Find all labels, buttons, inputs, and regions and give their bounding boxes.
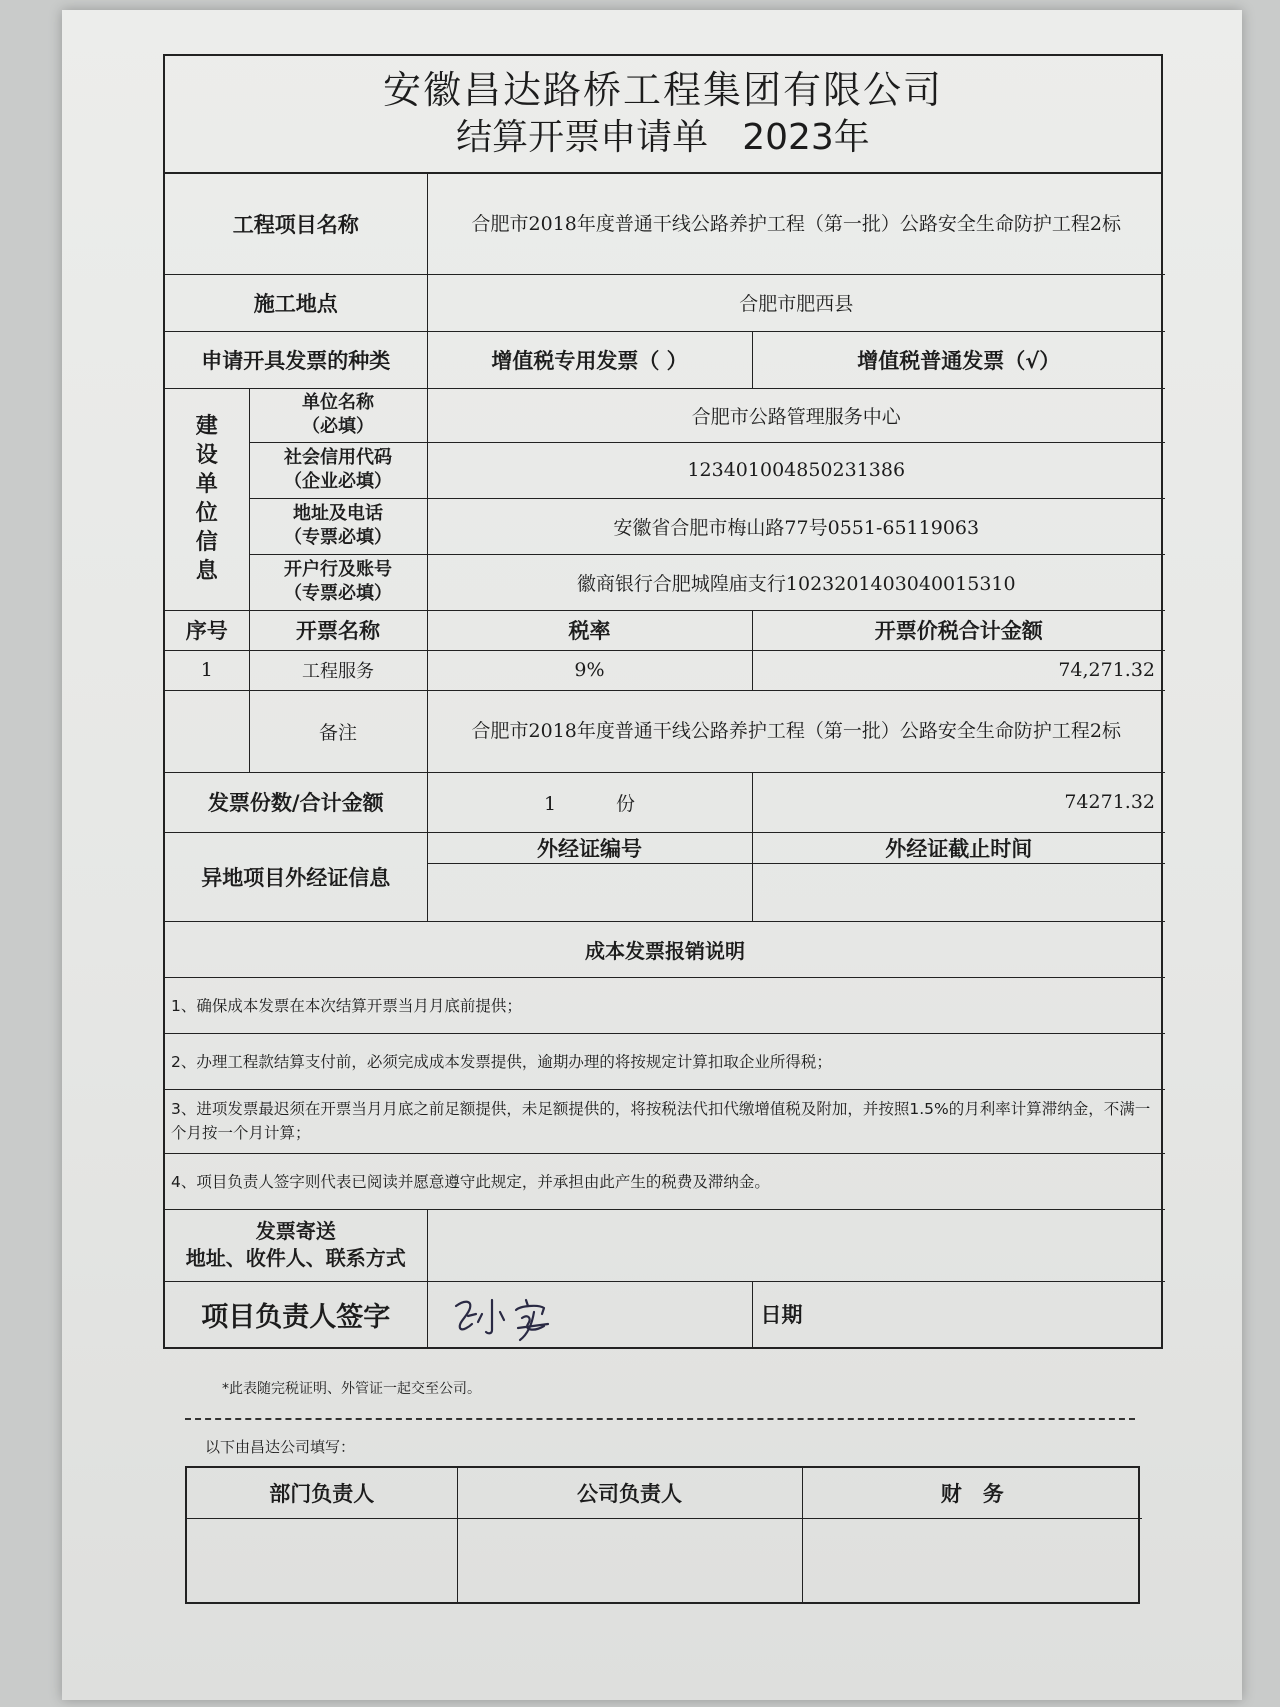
finance-header: 财 务 xyxy=(802,1468,1142,1518)
date-label: 日期 xyxy=(752,1281,1165,1347)
mailing-label xyxy=(165,1209,427,1281)
builder-char: 位 xyxy=(195,501,218,526)
label-line: 社会信用代码 xyxy=(284,447,392,468)
bank-account-value: 徽商银行合肥城隍庙支行1023201403040015310 xyxy=(427,554,1165,610)
form-table xyxy=(165,174,1165,1347)
company-section-caption: 以下由昌达公司填写： xyxy=(205,1438,356,1456)
label-line: （企业必填） xyxy=(284,471,392,492)
handwritten-signature xyxy=(448,1288,588,1344)
company-head-header: 公司负责人 xyxy=(457,1468,802,1518)
company-approval-table xyxy=(185,1466,1140,1604)
remark-value: 合肥市2018年度普通干线公路养护工程（第一批）公路安全生命防护工程2标 xyxy=(427,690,1165,772)
cut-line xyxy=(185,1418,1135,1420)
signature-cell xyxy=(427,1281,752,1347)
remote-cert-expiry-value xyxy=(752,863,1165,921)
builder-char: 息 xyxy=(195,559,218,584)
site-value: 合肥市肥西县 xyxy=(427,274,1165,331)
col-header-rate: 税率 xyxy=(427,610,752,650)
form-title xyxy=(456,114,870,162)
invoice-count xyxy=(427,772,752,832)
cost-note-4: 4、项目负责人签字则代表已阅读并愿意遵守此规定，并承担由此产生的税费及滞纳金。 xyxy=(165,1153,1165,1209)
dept-head-header: 部门负责人 xyxy=(187,1468,457,1518)
address-phone-label xyxy=(249,498,427,554)
remote-cert-label: 异地项目外经证信息 xyxy=(165,832,427,921)
label-line: 开户行及账号 xyxy=(284,559,392,580)
label-line: （专票必填） xyxy=(284,583,392,604)
col-header-no: 序号 xyxy=(165,610,249,650)
dept-head-sign xyxy=(187,1518,457,1602)
builder-name-label xyxy=(249,388,427,442)
finance-sign xyxy=(802,1518,1142,1602)
label-line: 地址、收件人、联系方式 xyxy=(185,1246,406,1270)
builder-char: 设 xyxy=(195,443,218,468)
col-header-name: 开票名称 xyxy=(249,610,427,650)
mailing-value xyxy=(427,1209,1165,1281)
label-line: （专票必填） xyxy=(284,527,392,548)
invoice-type-general: 增值税普通发票（√） xyxy=(752,331,1165,388)
invoice-count-unit: 份 xyxy=(616,792,636,815)
cost-notes-title: 成本发票报销说明 xyxy=(165,921,1165,977)
invoice-type-label: 申请开具发票的种类 xyxy=(165,331,427,388)
label-line: （必填） xyxy=(302,416,374,437)
remark-label: 备注 xyxy=(249,690,427,772)
footnote: *此表随完税证明、外管证一起交至公司。 xyxy=(222,1381,481,1397)
item-rate: 9% xyxy=(427,650,752,690)
remark-empty xyxy=(165,690,249,772)
label-line: 地址及电话 xyxy=(293,503,383,524)
credit-code-value: 123401004850231386 xyxy=(427,442,1165,498)
col-header-amount: 开票价税合计金额 xyxy=(752,610,1165,650)
address-phone-value: 安徽省合肥市梅山路77号0551-65119063 xyxy=(427,498,1165,554)
builder-group-label xyxy=(165,388,249,610)
invoice-type-special: 增值税专用发票（ ） xyxy=(427,331,752,388)
invoice-count-value: 1 xyxy=(543,792,557,815)
builder-char: 信 xyxy=(195,530,218,555)
cost-note-2: 2、办理工程款结算支付前，必须完成成本发票提供，逾期办理的将按规定计算扣取企业所得税； xyxy=(165,1033,1165,1089)
form-year: 2023年 xyxy=(742,117,870,158)
remote-cert-expiry-header: 外经证截止时间 xyxy=(752,832,1165,863)
company-head-sign xyxy=(457,1518,802,1602)
remote-cert-no-header: 外经证编号 xyxy=(427,832,752,863)
project-name-label: 工程项目名称 xyxy=(165,174,427,274)
form-title-text: 结算开票申请单 xyxy=(456,117,709,158)
form-header xyxy=(165,56,1161,174)
label-line: 发票寄送 xyxy=(255,1219,336,1243)
item-amount: 74,271.32 xyxy=(752,650,1165,690)
cost-note-3: 3、进项发票最迟须在开票当月月底之前足额提供，未足额提供的，将按税法代扣代缴增值税及附加，并按照1.5%的月利率计算滞纳金，不满一个月按一个月计算； xyxy=(165,1089,1165,1153)
label-line: 单位名称 xyxy=(302,392,374,413)
bank-account-label xyxy=(249,554,427,610)
company-name: 安徽昌达路桥工程集团有限公司 xyxy=(382,68,943,112)
builder-char: 单 xyxy=(195,472,218,497)
cost-note-1: 1、确保成本发票在本次结算开票当月月底前提供； xyxy=(165,977,1165,1033)
settlement-form xyxy=(163,54,1163,1349)
item-no: 1 xyxy=(165,650,249,690)
total-amount: 74271.32 xyxy=(752,772,1165,832)
item-name: 工程服务 xyxy=(249,650,427,690)
remote-cert-no-value xyxy=(427,863,752,921)
builder-char: 建 xyxy=(195,414,218,439)
project-name-value: 合肥市2018年度普通干线公路养护工程（第一批）公路安全生命防护工程2标 xyxy=(427,174,1165,274)
totals-label: 发票份数/合计金额 xyxy=(165,772,427,832)
approval-table xyxy=(187,1468,1142,1602)
signature-label: 项目负责人签字 xyxy=(165,1281,427,1347)
site-label: 施工地点 xyxy=(165,274,427,331)
credit-code-label xyxy=(249,442,427,498)
builder-name-value: 合肥市公路管理服务中心 xyxy=(427,388,1165,442)
